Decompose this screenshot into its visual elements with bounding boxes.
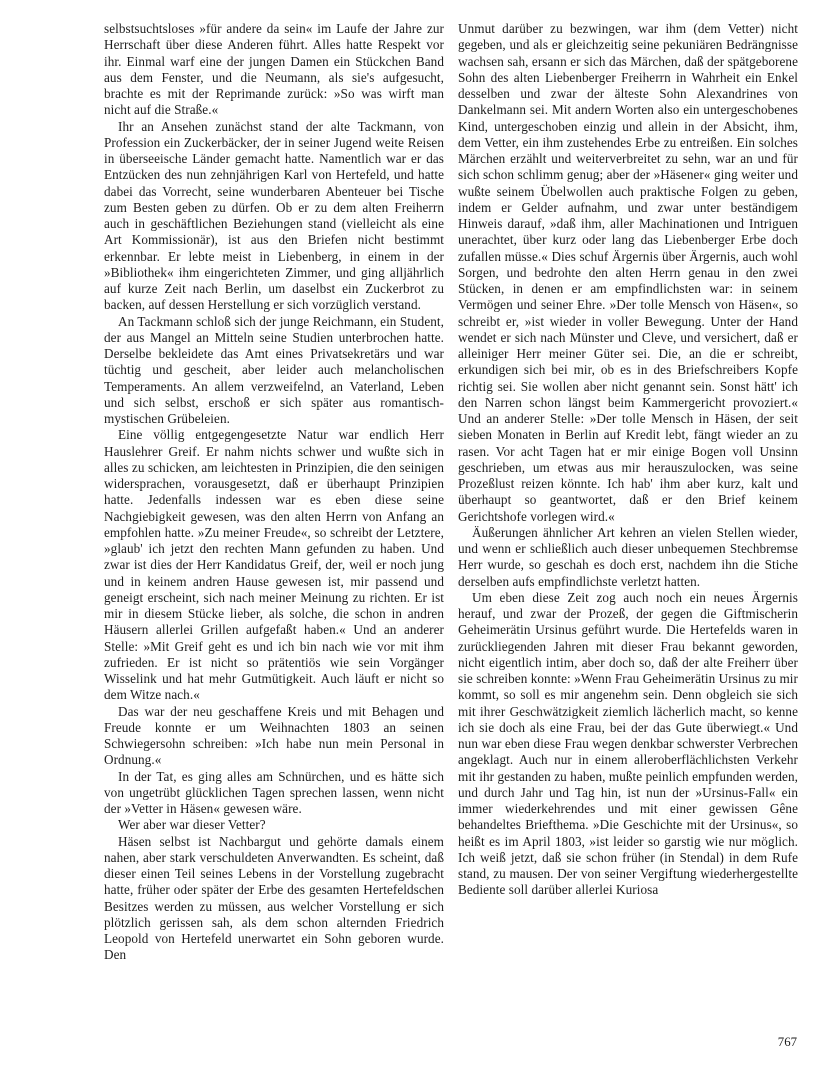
paragraph: In der Tat, es ging alles am Schnürchen, und es hätte sich von ungetrübt glücklichen Tagen sprechen lassen, wenn nicht der »Vetter in Häsen« gewesen wäre. — [104, 768, 444, 816]
right-column — [458, 21, 798, 964]
paragraph: Wer aber war dieser Vetter? — [118, 817, 266, 833]
paragraph: Ihr an Ansehen zunächst stand der alte Tackmann, von Profession ein Zuckerbäcker, der in seiner Jugend weite Reisen in überseeische Länder gemacht hatte. Namentlich war er das Entzücken des nun zehnjährigen Karl von Hertefeld, und hatte dabei das Vorrecht, seine wunderbaren Abenteuer bei Tische zum Besten geben zu dürfen. Ob er zu dem alten Freiherrn auch in geschäftlichen Beziehungen stand (vielleicht als eine Art Kommissionär), ist aus den Briefen nicht bestimmt erkennbar. Er lebte meist in Liebenberg, in einem in der »Bibliothek« ihm eingerichteten Zimmer, und ging alljährlich auf kurze Zeit nach Berlin, um daselbst ein Zuckerbrot zu backen, auf dessen Herstellung er sich vorzüglich verstand. — [104, 118, 444, 313]
paragraph: selbstsuchtsloses »für andere da sein« im Laufe der Jahre zur Herrschaft über diese Anderen führt. Alles hatte Respekt vor ihr. Einmal warf eine der jungen Damen ein Stückchen Band aus dem Fenster, und die Neumann, als sie's aufgesucht, brachte es mit der Reprimande zurück: »So was wirft man nicht auf die Straße.« — [104, 21, 444, 118]
paragraph: Häsen selbst ist Nachbargut und gehörte damals einem nahen, aber stark verschuldeten Anverwandten. Es scheint, daß dieser einen Teil seines Lebens in der Vorstellung zugebracht hatte, früher oder später der Erbe des gesamten Hertefeldschen Besitzes werden zu müssen, aus welcher Vorstellung er sich plötzlich gerissen sah, als dem schon alternden Friedrich Leopold von Hertefeld unerwartet ein Sohn geboren wurde. Den — [104, 833, 444, 963]
paragraph: Das war der neu geschaffene Kreis und mit Behagen und Freude konnte er um Weihnachten 1803 an seinen Schwiegersohn schreiben: »Ich habe nun mein Personal in Ordnung.« — [104, 703, 444, 768]
paragraph: Unmut darüber zu bezwingen, war ihm (dem Vetter) nicht gegeben, und als er gleichzeitig seine pekuniären Bedrängnisse wachsen sah, ersann er sich das Märchen, daß der spätgeborene Sohn des alten Liebenberger Freiherrn in Wahrheit ein Enkel desselben und zwar der älteste Sohn Alexandrines von Dankelmann sei. Mit andern Worten also ein untergeschobenes Kind, untergeschoben einzig und allein in der Absicht, ihm, dem Vetter, ein ihm zustehendes Erbe zu entreißen. Ein solches Märchen erzählt und weiterverbreitet zu sehn, war an und für sich schon schlimm genug; aber der »Häsener« ging weiter und wußte seinem Übelwollen auch praktische Folgen zu geben, indem er Gelder aufnahm, und zwar unter beständigem Hinweis darauf, »daß ihm, aller Machinationen und Intriguen unerachtet, über kurz oder lang das Liebenberger Erbe doch zufallen müsse.« Dies schuf Ärgernis über Ärgernis, auch wohl Sorgen, und bedrohte den alten Herrn genau in den zwei Stücken, in denen er am empfindlichsten war: in seinem Vermögen und seiner Ehre. »Der tolle Mensch von Häsen«, so schreibt er, »ist wieder in voller Bewegung. Unter der Hand wendet er sich nach Münster und Cleve, und versichert, daß er alleiniger Herr meiner Güter sei. Die, an die er schreibt, erkundigen sich bei mir, ob es in des Briefschreibers Kopfe richtig sei. Sie wollen aber nicht genannt sein. Sonst hätt' ich den Narren schon längst beim Kammergericht provoziert.« Und an anderer Stelle: »Der tolle Mensch in Häsen, der seit sieben Monaten in Berlin auf Kredit lebt, fängt wieder an zu rasen. Vor acht Tagen hat er mir einige Bogen voll Unsinn geschrieben, um etwas aus mir herauszulocken, was seine Prozeßlust reizen könnte. Ich hab' ihm aber kurz, kalt und überhaupt so geantwortet, daß er den Brief keinem Gerichtshofe vorlegen wird.« — [458, 21, 798, 524]
left-column — [104, 21, 444, 964]
text-columns — [104, 21, 798, 964]
paragraph: Eine völlig entgegengesetzte Natur war endlich Herr Hauslehrer Greif. Er nahm nichts schwer und wußte sich in alles zu schicken, am leichtesten in Prinzipien, die den seinigen widersprachen, vorausgesetzt, daß er überhaupt Prinzipien hatte. Jedenfalls indessen war es eben diese seine Nachgiebigkeit gewesen, was den alten Herrn von Anfang an empfohlen hatte. »Zu meiner Freude«, so schreibt der Letztere, »glaub' ich jetzt den rechten Mann gefunden zu haben. Und zwar ist dies der Herr Kandidatus Greif, der, weil er noch jung und in keinem andren Hause gewesen ist, mir passend und geneigt erscheint, sich nach meiner Meinung zu richten. Er ist mir in diesem Stücke lieber, als solche, die schon in andren Häusern allerlei Grillen aufgefaßt haben.« Und an anderer Stelle: »Mit Greif geht es und ich bin nach wie vor mit ihm zufrieden. Er ist nicht so prätentiös wie sein Vorgänger Wisselink und hat mehr Gutmütigkeit. Auch läuft er nicht so dem Witze nach.« — [104, 427, 444, 703]
paragraph: An Tackmann schloß sich der junge Reichmann, ein Student, der aus Mangel an Mitteln seine Studien unterbrochen hatte. Derselbe bekleidete das Amt eines Privatsekretärs und war tüchtig und gescheit, aber leider auch melancholischen Temperaments. An allem verzweifelnd, an Vaterland, Leben und sich selbst, erschoß er sich später aus romantisch-mystischen Grübeleien. — [104, 313, 444, 426]
paragraph: Um eben diese Zeit zog auch noch ein neues Ärgernis herauf, und zwar der Prozeß, der gegen die Giftmischerin Geheimerätin Ursinus geführt wurde. Die Hertefelds waren in zurückliegenden Jahren mit dieser Frau bekannt geworden, nicht eigentlich intim, aber doch so, daß der alte Freiherr über sie schreiben konnte: »Wenn Frau Geheimerätin Ursinus zu mir kommt, so soll es mir angenehm sein. Denn obgleich sie sich mit ihrer Geschwätzigkeit ziemlich lächerlich macht, so kenne ich sie doch als eine Frau, bei der das Gute überwiegt.« Und nun war eben diese Frau wegen denkbar schwerster Verbrechen angeklagt. Auch nur in einem alleroberflächlichsten Verkehr mit ihr gestanden zu haben, mußte peinlich empfunden werden, und durch Jahr und Tag hin, ist nun der »Ursinus-Fall« ein immer wiederkehrendes und mit einer gewissen Gêne behandeltes Briefthema. »Die Geschichte mit der Ursinus«, so heißt es im April 1803, »ist leider so garstig wie nur möglich. Ich weiß jetzt, daß sie schon früher (in Stendal) in dem Rufe stand, zu mausen. Der von seiner Vergiftung wiederhergestellte Bediente soll darüber allerlei Kuriosa — [458, 589, 798, 898]
paragraph: Äußerungen ähnlicher Art kehren an vielen Stellen wieder, und wenn er schließlich auch dieser unbequemen Stechbremse Herr wurde, so geschah es doch erst, nachdem ihn die Stiche derselben aufs empfindlichste verletzt hatten. — [458, 524, 798, 589]
page-number: 767 — [777, 1035, 797, 1049]
